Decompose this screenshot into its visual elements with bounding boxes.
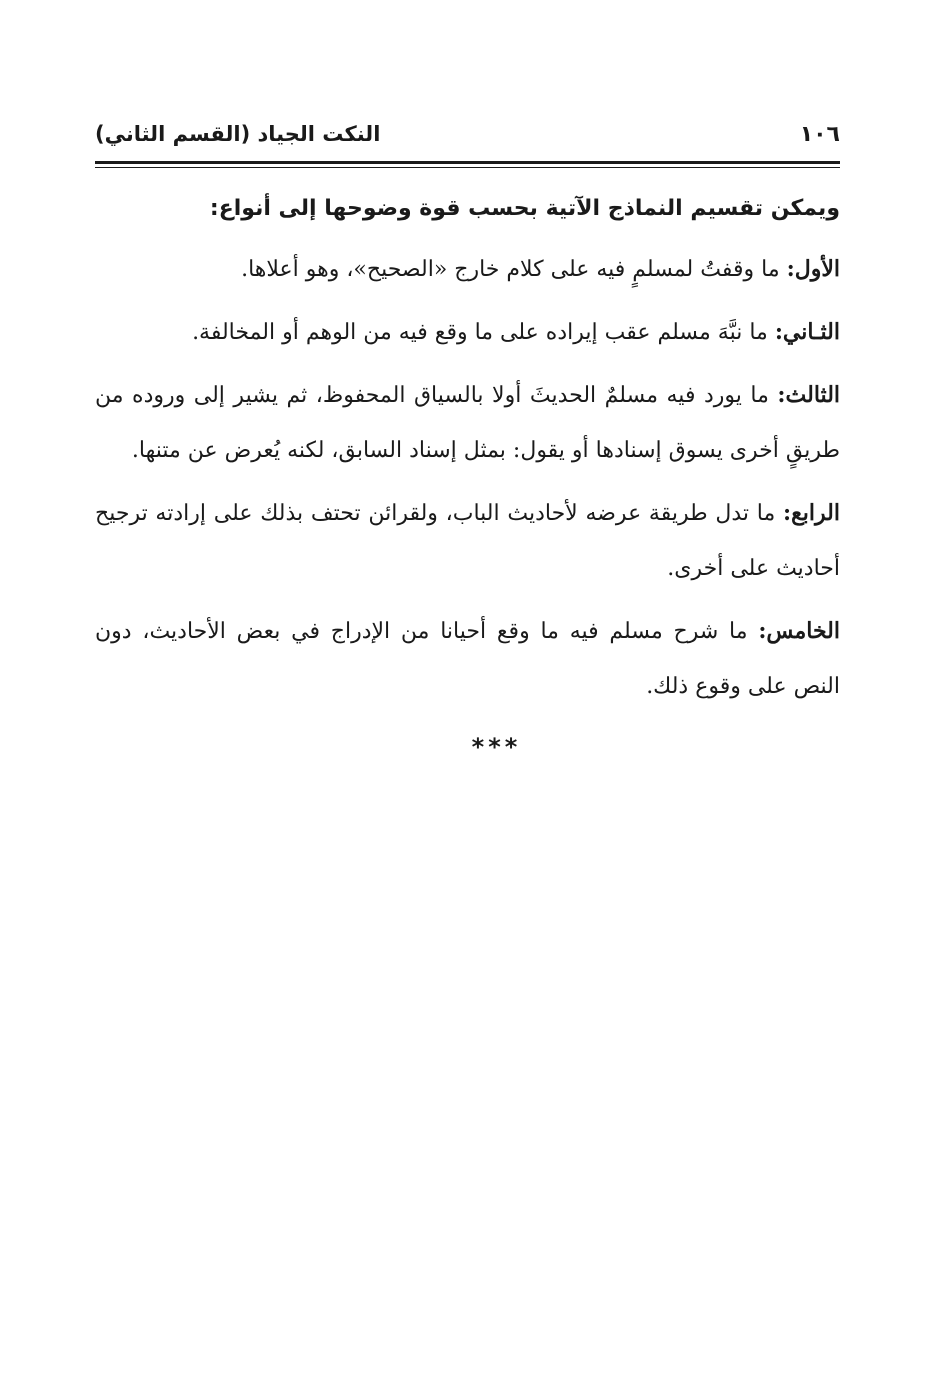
item-label: الخامس:: [758, 618, 840, 644]
item-label: الأول:: [786, 256, 840, 282]
header-rule-thin: [95, 167, 840, 168]
running-title: النكت الجياد (القسم الثاني): [95, 122, 381, 146]
item-label: الثـاني:: [774, 319, 840, 345]
item-text: ما نبَّهَ مسلم عقب إيراده على ما وقع فيه من الوهم أو المخالفة.: [192, 320, 775, 345]
page-number: ١٠٦: [799, 121, 840, 147]
list-item-second: [95, 305, 840, 360]
item-text: ما تدل طريقة عرضه لأحاديث الباب، ولقرائن تحتف بذلك على إرادته ترجيح أحاديث على أخرى.: [95, 501, 840, 581]
item-text: ما شرح مسلم فيه ما وقع أحيانا من الإدراج في بعض الأحاديث، دون النص على وقوع ذلك.: [95, 619, 840, 699]
list-item-first: [95, 242, 840, 297]
body-text: [95, 184, 840, 722]
list-item-fifth: [95, 604, 840, 714]
item-text: ما يورد فيه مسلمٌ الحديثَ أولا بالسياق المحفوظ، ثم يشير إلى وروده من طريقٍ أخرى يسوق إسنادها أو يقول: بمثل إسناد السابق، لكنه يُعرض عن متنها.: [95, 383, 840, 463]
page-header: [95, 112, 840, 156]
item-text: ما وقفتُ لمسلمٍ فيه على كلام خارج «الصحيح»، وهو أعلاها.: [241, 257, 787, 282]
list-item-fourth: [95, 486, 840, 596]
intro-heading: ويمكن تقسيم النماذج الآتية بحسب قوة وضوحها إلى أنواع:: [209, 196, 840, 221]
section-separator: ***: [471, 733, 522, 761]
item-label: الثالث:: [777, 382, 841, 408]
header-rule-thick: [95, 161, 840, 164]
item-label: الرابع:: [782, 500, 840, 526]
list-item-third: [95, 368, 840, 478]
